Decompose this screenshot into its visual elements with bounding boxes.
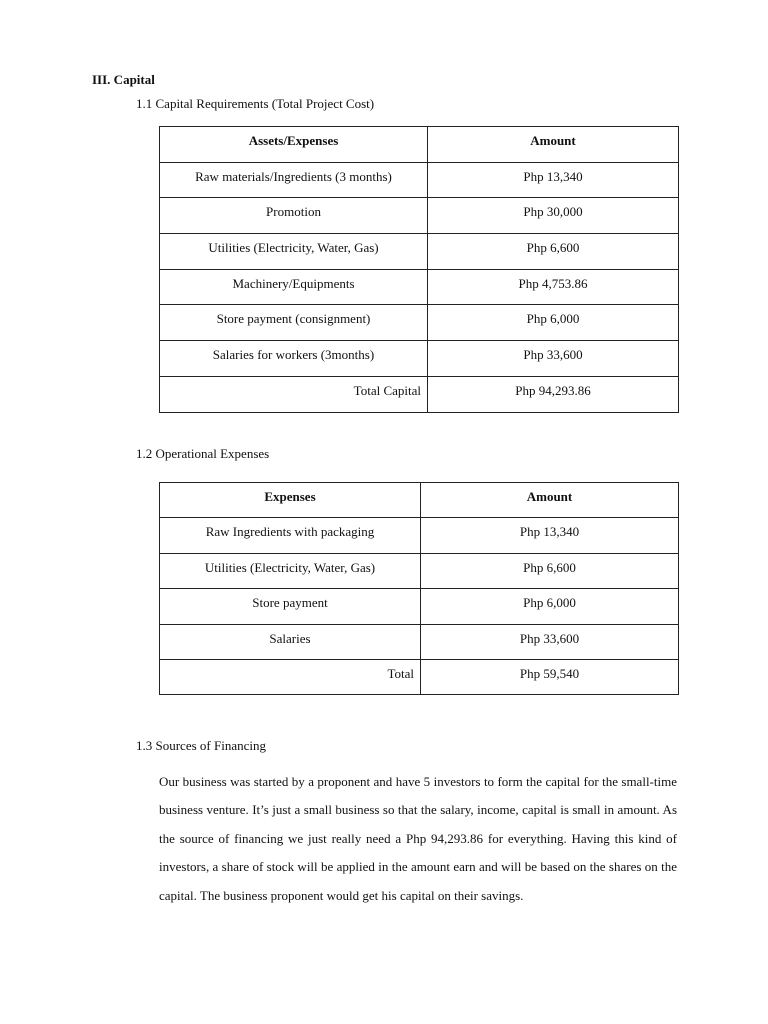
amount-cell: Php 13,340 [428,162,679,198]
operational-expenses-title: 1.2 Operational Expenses [136,446,270,461]
item-cell: Utilities (Electricity, Water, Gas) [160,234,428,270]
item-cell: Machinery/Equipments [160,269,428,305]
table-row [160,518,679,553]
table-row [160,234,679,270]
capital-requirements-table [159,126,679,413]
amount-cell: Php 4,753.86 [428,269,679,305]
item-cell: Store payment [160,589,421,624]
item-cell: Salaries [160,624,421,659]
table-total-row [160,659,679,694]
item-cell: Utilities (Electricity, Water, Gas) [160,553,421,588]
amount-cell: Php 13,340 [421,518,679,553]
table-row [160,589,679,624]
column-header: Amount [428,127,679,163]
section-heading: III. Capital [92,72,155,87]
amount-cell: Php 6,600 [428,234,679,270]
column-header: Assets/Expenses [160,127,428,163]
item-cell: Promotion [160,198,428,234]
table-total-row [160,376,679,412]
amount-cell: Php 30,000 [428,198,679,234]
column-header: Amount [421,483,679,518]
total-amount: Php 94,293.86 [428,376,679,412]
table-header-row [160,127,679,163]
item-cell: Raw materials/Ingredients (3 months) [160,162,428,198]
table-header-row [160,483,679,518]
capital-requirements-title: 1.1 Capital Requirements (Total Project Cost) [136,96,375,111]
table-row [160,341,679,377]
table-row [160,305,679,341]
table-row [160,162,679,198]
column-header: Expenses [160,483,421,518]
total-label: Total Capital [160,376,428,412]
total-label: Total [160,659,421,694]
item-cell: Store payment (consignment) [160,305,428,341]
amount-cell: Php 6,000 [428,305,679,341]
operational-expenses-table [159,482,679,695]
total-amount: Php 59,540 [421,659,679,694]
table-row [160,624,679,659]
amount-cell: Php 6,000 [421,589,679,624]
item-cell: Salaries for workers (3months) [160,341,428,377]
amount-cell: Php 33,600 [428,341,679,377]
table-row [160,553,679,588]
table-row [160,198,679,234]
table-row [160,269,679,305]
item-cell: Raw Ingredients with packaging [160,518,421,553]
sources-of-financing-title: 1.3 Sources of Financing [136,738,266,753]
amount-cell: Php 33,600 [421,624,679,659]
financing-paragraph: Our business was started by a proponent and have 5 investors to form the capital for the small-time business venture. It’s just a small business so that the salary, income, capital is small in amount. As the source of financing we just really need a Php 94,293.86 for everything. Having this kind of investors, a share of stock will be applied in the amount earn and will be based on the shares on the capital. The business proponent would get his capital on their savings. [159,774,677,903]
amount-cell: Php 6,600 [421,553,679,588]
